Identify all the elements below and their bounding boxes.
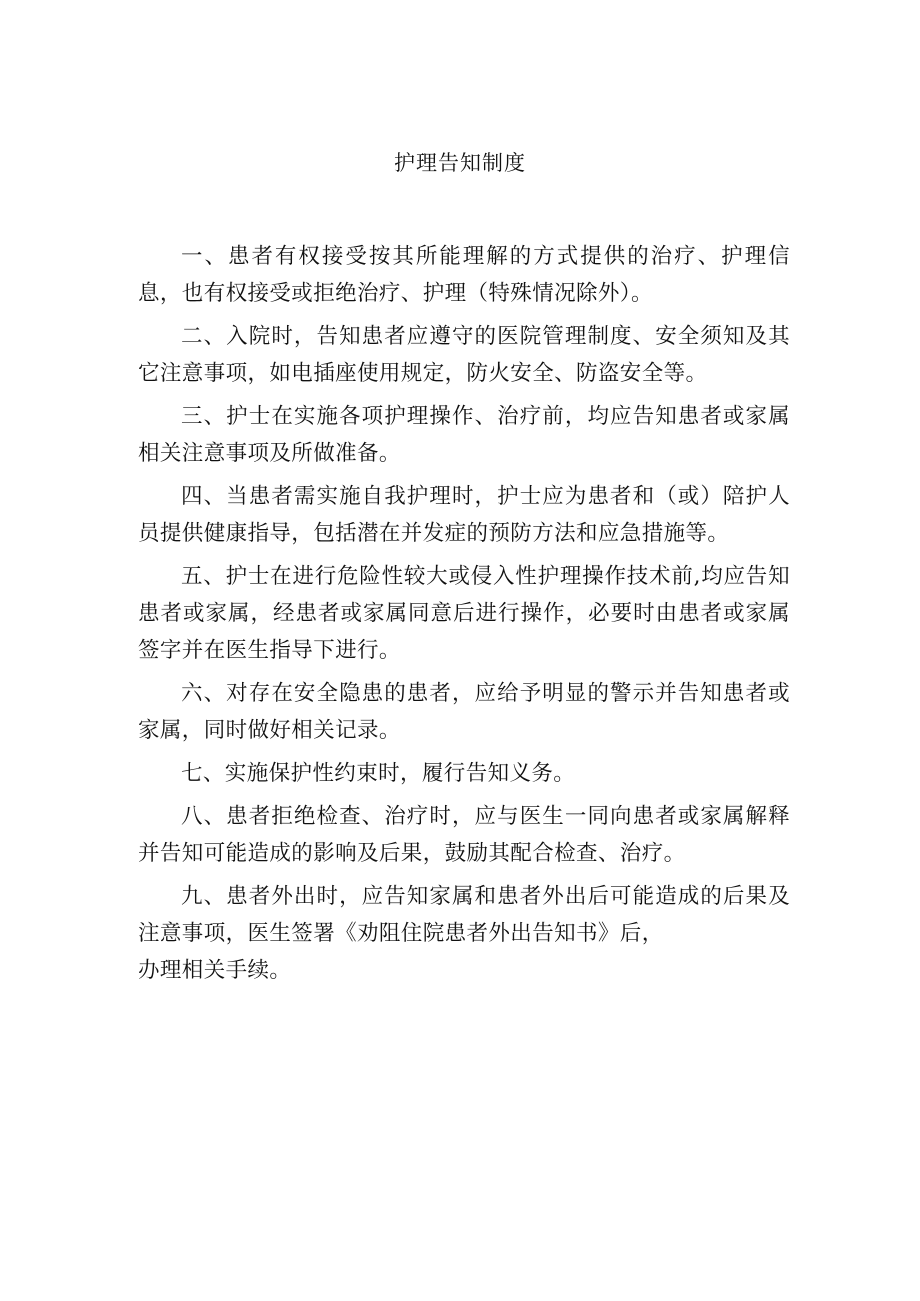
paragraph-9-final-line: 办理相关手续。 (138, 958, 292, 983)
paragraph-3: 三、护士在实施各项护理操作、治疗前，均应告知患者或家属相关注意事项及所做准备。 (138, 404, 790, 466)
paragraph-2: 二、入院时，告知患者应遵守的医院管理制度、安全须知及其它注意事项，如电插座使用规定，防火安全、防盗安全等。 (138, 324, 790, 386)
paragraph-4: 四、当患者需实施自我护理时，护士应为患者和（或）陪护人员提供健康指导，包括潜在并发症的预防方法和应急措施等。 (138, 484, 790, 546)
paragraph-9: 九、患者外出时，应告知家属和患者外出后可能造成的后果及注意事项，医生签署《劝阻住院患者外出告知书》后， (138, 884, 790, 946)
paragraph-5: 五、护士在进行危险性较大或侵入性护理操作技术前,均应告知患者或家属，经患者或家属同意后进行操作，必要时由患者或家属签字并在医生指导下进行。 (138, 564, 790, 663)
paragraph-1: 一、患者有权接受按其所能理解的方式提供的治疗、护理信息，也有权接受或拒绝治疗、护理（特殊情况除外）。 (138, 244, 790, 306)
paragraph-8: 八、患者拒绝检查、治疗时，应与医生一同向患者或家属解释并告知可能造成的影响及后果，鼓励其配合检查、治疗。 (138, 804, 790, 866)
paragraph-7: 七、实施保护性约束时，履行告知义务。 (181, 761, 576, 786)
document-title: 护理告知制度 (394, 151, 526, 175)
document-body (138, 238, 790, 989)
paragraph-6: 六、对存在安全隐患的患者，应给予明显的警示并告知患者或家属，同时做好相关记录。 (138, 681, 790, 743)
